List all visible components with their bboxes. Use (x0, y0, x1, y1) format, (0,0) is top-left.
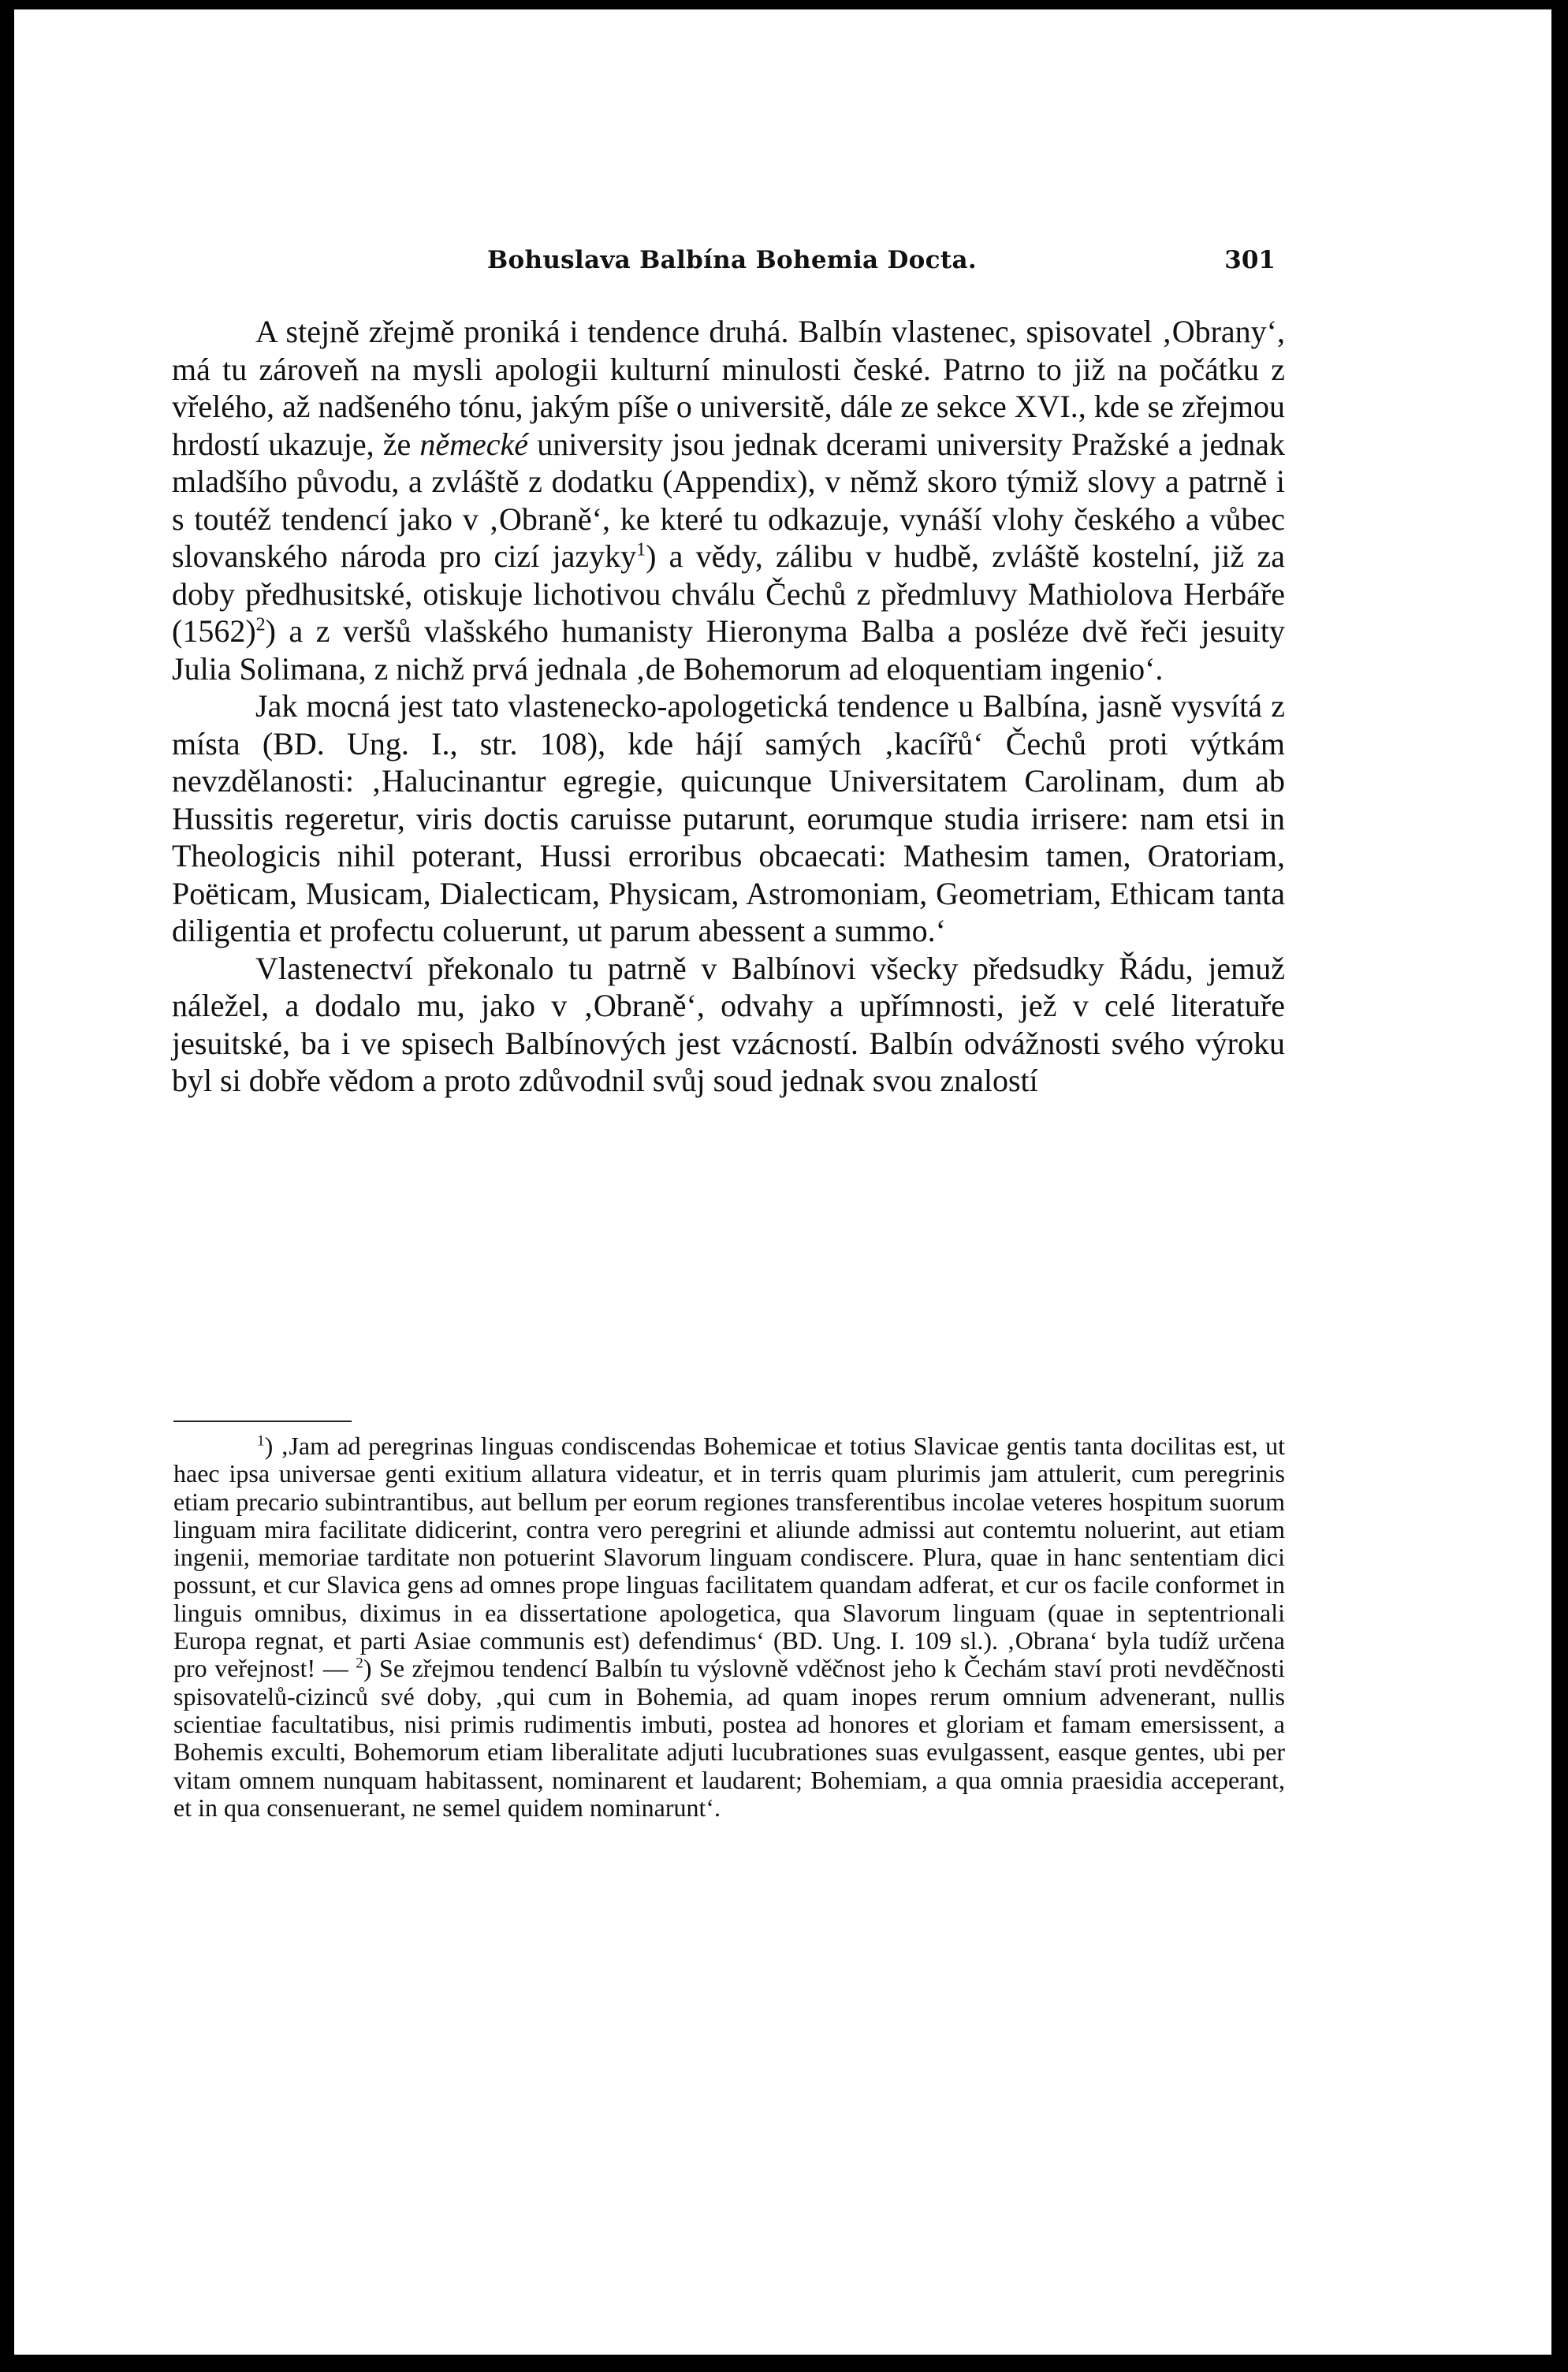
main-text (172, 313, 1285, 1100)
footnotes (173, 1432, 1285, 1822)
footnote-1: $^1$) ‚Jam ad peregrinas linguas condiscendas Bohemicae et totius Slavicae gentis tanta docilitas est, ut haec ipsa universae genti exitium allatura videatur, et in terris quam plurimis jam attulerit, cum peregrinis etiam precario subintrantibus, aut bellum per eorum regiones transferentibus incolae veteres hospitum suorum linguam mira facilitate didicerint, contra vero peregrini et aliunde admissi aut contemtu noluerint, aut etiam ingenii, memoriae tarditate non potuerint Slavorum linguam condiscere. Plura, quae in hanc sententiam dici possunt, et cur Slavica gens ad omnes prope linguas facilitatem quandam adferat, et cur os facile conformet in linguis omnibus, diximus in ea dissertatione apologetica, qua Slavorum linguam (quae in septentrionali Europa regnat, et parti Asiae communis est) defendimus‘ (BD. Ung. I. 109 sl.). ‚Obrana‘ byla tudíž určena pro veřejnost! — $^2$) Se zřejmou tendencí Balbín tu výslovně vděčnost jeho k Čechám staví proti nevděčnosti spisovatelů-cizinců své doby, ‚qui cum in Bohemia, ad quam inopes rerum omnium advenerant, nullis scientiae facultatibus, nisi primis rudimentis imbuti, postea ad honores et gloriam et famam emersissent, a Bohemis exculti, Bohemorum etiam liberalitate adjuti lucubrationes suas evulgassent, easque gentes, ubi per vitam omnem nunquam habitassent, nominarent et laudarent; Bohemiam, a qua omnia praesidia acceperant, et in qua consenuerant, ne semel quidem nominarunt‘. (173, 1432, 1286, 1822)
footnote-ref-1: 1 (636, 539, 646, 560)
footnote-mark-2: 2 (356, 1655, 363, 1672)
paragraph-3: Vlastenectví překonalo tu patrně v Balbínovi všecky předsudky Řádu, jemuž náležel, a dodalo mu, jako v ‚Obraně‘, odvahy a upřímnosti, jež v celé literatuře jesuitské, ba i ve spisech Balbínových jest vzácností. Balbín odvážnosti svého výroku byl si dobře vědom a proto zdůvodnil svůj soud jednak svou znalostí (172, 950, 1285, 1098)
footnote-mark-1: 1 (257, 1432, 265, 1450)
emphasized-word: německé (419, 426, 529, 462)
running-title: Bohuslava Balbína Bohemia Docta. (487, 246, 977, 274)
footnote-ref-2: 2 (255, 614, 266, 635)
book-page (14, 9, 1551, 2355)
page-number: 301 (1224, 246, 1276, 274)
page-header (173, 236, 1279, 284)
footnote-divider (173, 1421, 352, 1422)
paragraph-1: A stejně zřejmě proniká i tendence druhá. Balbín vlastenec, spisovatel ‚Obrany‘, má tu zároveň na mysli apologii kulturní minulosti české. Patrno to již na počátku z vřelého, až nadšeného tónu, jakým píše o universitě, dále ze sekce XVI., kde se zřejmou hrdostí ukazuje, že německé university jsou jednak dcerami university Pražské a jednak mladšího původu, a zvláště z dodatku (Appendix), v němž skoro týmiž slovy a patrně i s toutéž tendencí jako v ‚Obraně‘, ke které tu odkazuje, vynáší vlohy českého a vůbec slovanského národa pro cizí jazyky$^1$) a vědy, zálibu v hudbě, zvláště kostelní, již za doby předhusitské, otiskuje lichotivou chválu Čechů z předmluvy Mathiolova Herbáře $(1562)^2$) a z veršů vlašského humanisty Hieronyma Balba a posléze dvě řeči jesuity Julia Solimana, z nichž prvá jednala ‚de Bohemorum ad eloquentiam ingenio‘. (172, 314, 1285, 687)
paragraph-2: Jak mocná jest tato vlastenecko-apologetická tendence u Balbína, jasně vysvítá z místa (BD. Ung. I., str. 108), kde hájí samých ‚kacířů‘ Čechů proti výtkám nevzdělanosti: ‚Halucinantur egregie, quicunque Universitatem Carolinam, dum ab Hussitis regeretur, viris doctis caruisse putarunt, eorumque studia irrisere: nam etsi in Theologicis nihil poterant, Hussi erroribus obcaecati: Mathesim tamen, Oratoriam, Poëticam, Musicam, Dialecticam, Physicam, Astromoniam, Geometriam, Ethicam tanta diligentia et profectu coluerunt, ut parum abessent a summo.‘ (172, 688, 1285, 948)
